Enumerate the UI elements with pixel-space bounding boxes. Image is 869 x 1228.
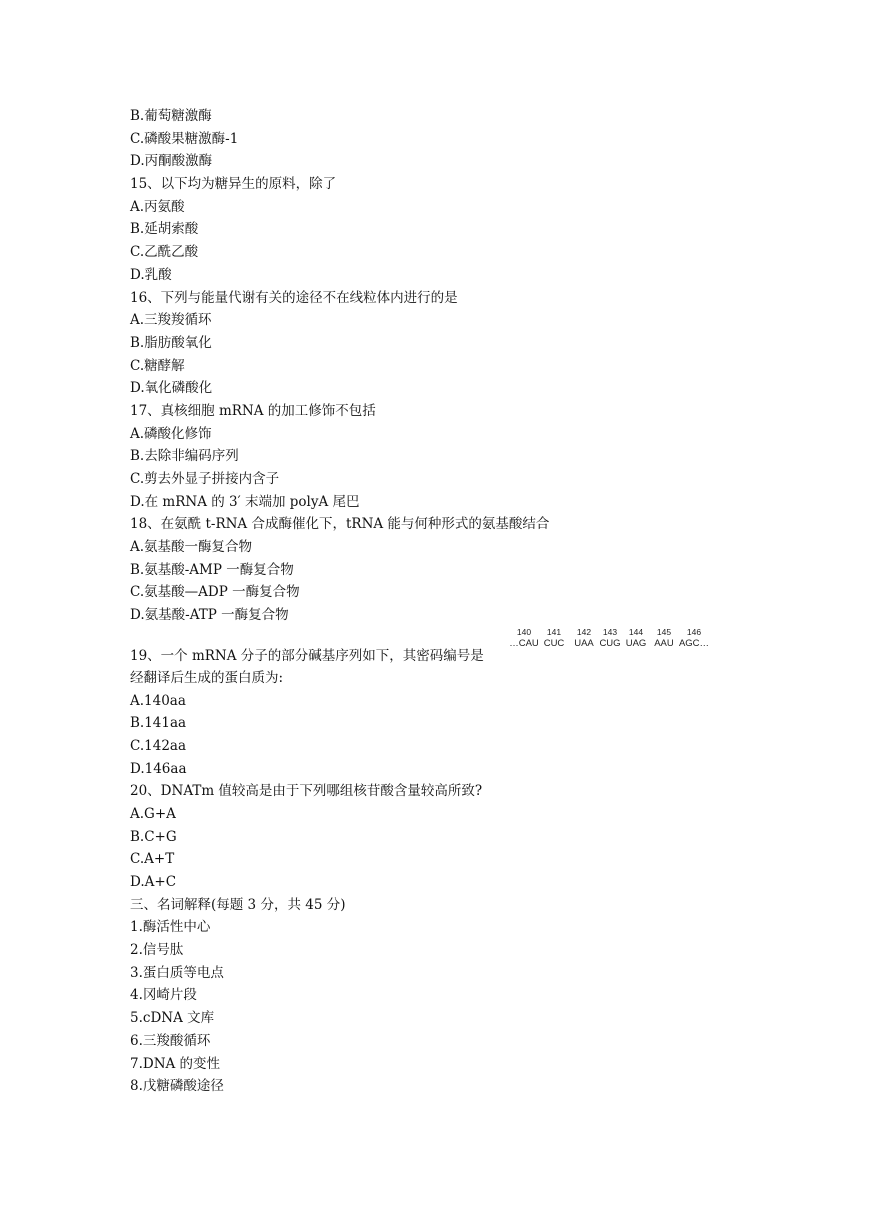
text-line: 16、下列与能量代谢有关的途径不在线粒体内进行的是 (130, 289, 458, 306)
lines-bottom (130, 667, 770, 1098)
text-line: C.A+T (130, 851, 175, 868)
codon-number: 140 (516, 626, 532, 637)
text-line: C.磷酸果糖激酶-1 (130, 130, 239, 147)
text-line: B.延胡索酸 (130, 221, 199, 238)
codon-sequence: UAA (574, 637, 594, 649)
question-19-text: 19、一个 mRNA 分子的部分碱基序列如下，其密码编号是 (130, 647, 484, 664)
text-line: D.在 mRNA 的 3′ 末端加 polyA 尾巴 (130, 493, 360, 510)
text-line: B.氨基酸-AMP 一酶复合物 (130, 561, 294, 578)
text-line: A.G+A (130, 805, 176, 822)
codon-number: 142 (576, 626, 592, 637)
text-line: B.去除非编码序列 (130, 448, 239, 465)
text-line: 20、DNATm 值较高是由于下列哪组核苷酸含量较高所致? (130, 783, 483, 800)
text-line: A.三羧羧循环 (130, 312, 212, 329)
codon-number: 143 (602, 626, 618, 637)
text-line: 8.戊糖磷酸途径 (130, 1078, 224, 1095)
codon-number: 144 (628, 626, 644, 637)
text-line: A.磷酸化修饰 (130, 425, 212, 442)
text-line: 6.三羧酸循环 (130, 1032, 211, 1049)
codon-number: 145 (656, 626, 672, 637)
text-line: C.乙酰乙酸 (130, 244, 199, 261)
text-line: B.C+G (130, 828, 177, 845)
text-line: C.氨基酸—ADP 一酶复合物 (130, 584, 300, 601)
text-line: C.糖酵解 (130, 357, 185, 374)
codon (507, 627, 541, 650)
codon-sequence: CUC (543, 637, 565, 649)
codon (537, 627, 571, 650)
text-line: B.葡萄糖激酶 (130, 108, 212, 124)
text-line: D.乳酸 (130, 266, 172, 283)
text-line: 2.信号肽 (130, 942, 184, 959)
text-line: D.氧化磷酸化 (130, 380, 213, 397)
codon (677, 627, 711, 650)
text-line: 7.DNA 的变性 (130, 1055, 221, 1072)
codon-sequence: CUG (599, 637, 621, 649)
text-line: 4.冈崎片段 (130, 987, 197, 1004)
codon-sequence: …CAU (509, 637, 539, 649)
text-line: B.141aa (130, 715, 187, 732)
text-line: C.剪去外显子拼接内含子 (130, 471, 280, 487)
text-line: D.丙酮酸激酶 (130, 153, 213, 170)
text-line: 3.蛋白质等电点 (130, 964, 224, 981)
text-line: D.146aa (130, 760, 187, 777)
codon-number: 146 (686, 626, 702, 637)
lines-top (130, 105, 770, 627)
text-line: A.氨基酸一酶复合物 (130, 539, 253, 556)
text-line: D.氨基酸-ATP 一酶复合物 (130, 607, 289, 624)
codon-sequence: AAU (654, 637, 674, 649)
codon-sequence: UAG (625, 637, 647, 649)
document-content (130, 105, 770, 1098)
codon (647, 627, 681, 650)
codon-sequence-figure (507, 627, 732, 661)
text-line: 17、真核细胞 mRNA 的加工修饰不包括 (130, 402, 376, 419)
text-line: 经翻译后生成的蛋白质为: (130, 669, 284, 686)
text-line: 1.酶活性中心 (130, 919, 211, 936)
text-line: A.140aa (130, 692, 186, 709)
text-line: 三、名词解释(每题 3 分，共 45 分) (130, 896, 346, 913)
text-line: A.丙氨酸 (130, 198, 185, 215)
text-line: B.脂肪酸氧化 (130, 334, 212, 351)
text-line: 15、以下均为糖异生的原料，除了 (130, 176, 337, 193)
question-19 (130, 627, 770, 667)
text-line: 18、在氨酰 t-RNA 合成酶催化下，tRNA 能与何种形式的氨基酸结合 (130, 516, 550, 533)
text-line: D.A+C (130, 874, 177, 890)
codon-sequence: AGC… (678, 637, 710, 649)
text-line: C.142aa (130, 737, 187, 754)
text-line: 5.cDNA 文库 (130, 1010, 215, 1027)
codon-number: 141 (546, 626, 562, 637)
